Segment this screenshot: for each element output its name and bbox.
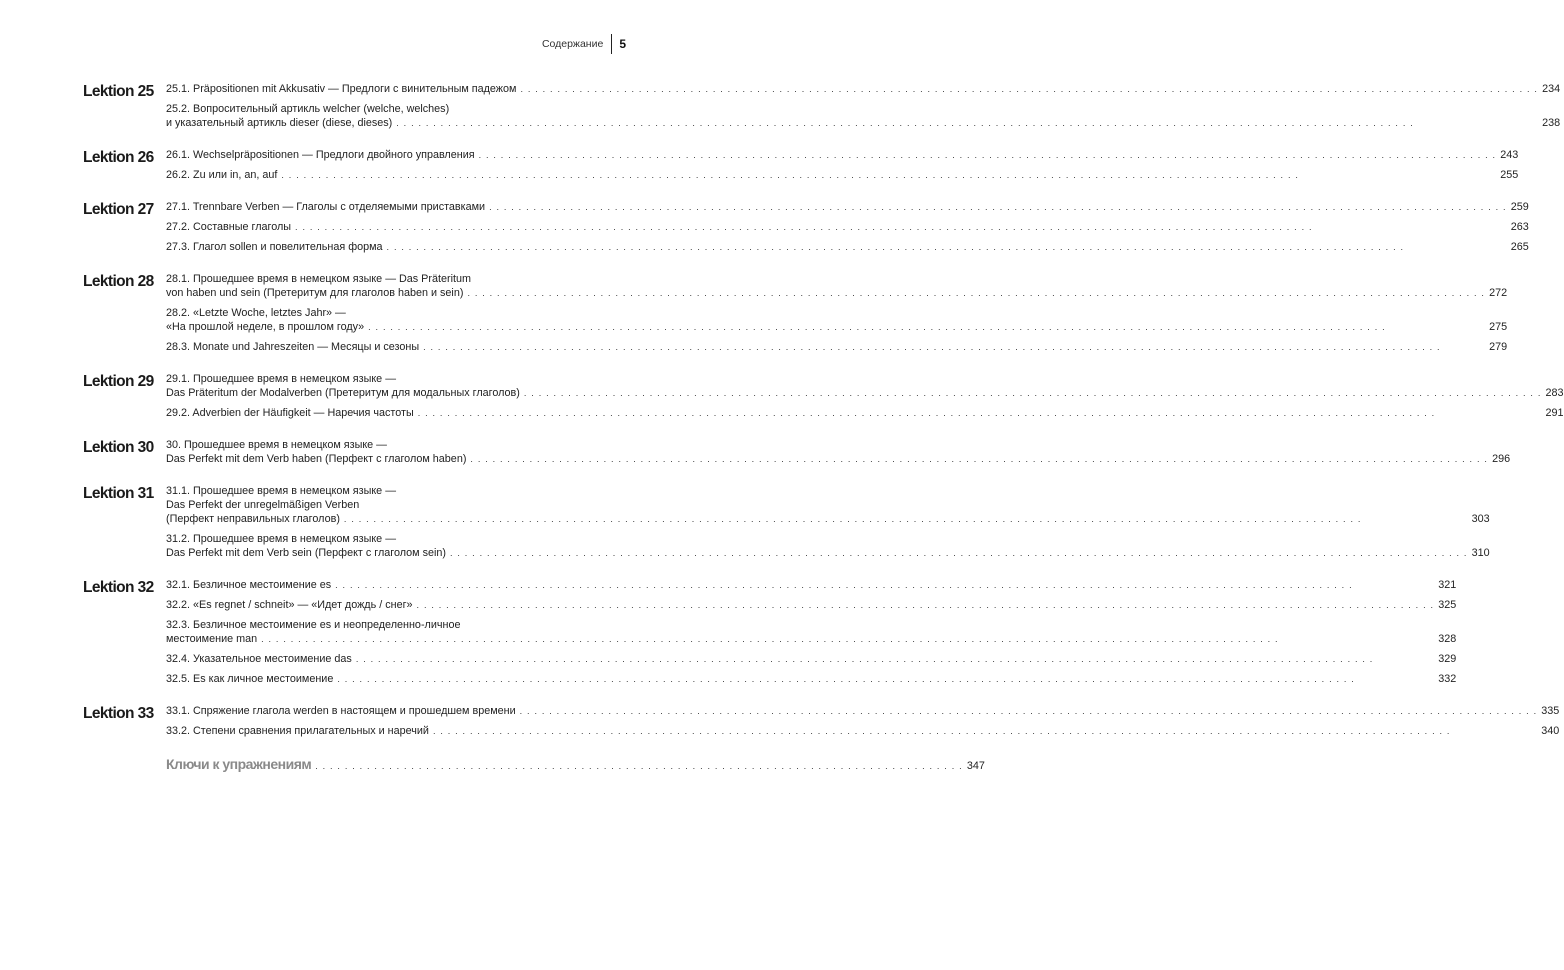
toc-entry-answer-keys[interactable] [166, 756, 985, 772]
toc-entry-title-line: 27.2. Составные глаголы [166, 221, 292, 233]
toc-entry-last-line [166, 672, 1456, 686]
toc-entry-page-number: 325 [1438, 599, 1457, 611]
toc-entry-title-line: 25.2. Вопросительный артикль welcher (welche, welches) [166, 103, 450, 115]
toc-entry-title-line: 25.1. Präpositionen mit Akkusativ — Предлоги с винительным падежом [166, 83, 517, 95]
running-section-title: Содержание [541, 38, 604, 50]
toc-entry-title-line: von haben und sein (Претеритум для глаголов haben и sein) [166, 287, 464, 299]
toc-entry[interactable] [166, 406, 1564, 420]
lesson-entries [166, 372, 1564, 426]
toc-entry[interactable] [166, 618, 1456, 646]
dot-leader [295, 220, 1507, 234]
lesson-label: Lektion 32 [83, 579, 154, 596]
lesson-label: Lektion 29 [83, 373, 154, 390]
toc-entry-page-number: 263 [1510, 221, 1529, 233]
dot-leader [418, 406, 1542, 420]
toc-entry-page-number: 283 [1545, 387, 1564, 399]
lesson-entries [166, 148, 1518, 188]
toc-entry-page-number: 291 [1545, 407, 1564, 419]
toc-entry-page-number: 275 [1489, 321, 1508, 333]
toc-entry-last-line [166, 82, 1560, 96]
toc-entry-page-number: 279 [1489, 341, 1508, 353]
dot-leader [396, 116, 1538, 130]
toc-entry-last-line [166, 386, 1564, 400]
toc-entry-last-line [166, 240, 1529, 254]
toc-entry-title-line: Das Perfekt mit dem Verb haben (Перфект с глаголом haben) [166, 453, 467, 465]
toc-entry-title-line: 29.2. Adverbien der Häufigkeit — Наречия частоты [166, 407, 414, 419]
toc-entry-page-number: 272 [1489, 287, 1508, 299]
toc-entry[interactable] [166, 200, 1529, 214]
dot-leader [344, 512, 1468, 526]
toc-entry-title-line: 31.1. Прошедшее время в немецком языке — [166, 485, 396, 497]
answer-keys-page: 347 [966, 760, 985, 772]
lesson-group [83, 578, 1457, 692]
dot-leader [524, 386, 1542, 400]
toc-entry-title-line: 33.1. Спряжение глагола werden в настоящем и прошедшем времени [166, 705, 516, 717]
toc-entry-page-number: 329 [1438, 653, 1457, 665]
toc-entry-title-line: 26.1. Wechselpräpositionen — Предлоги двойного управления [166, 149, 475, 161]
dot-leader [356, 652, 1434, 666]
toc-entry-title-line: (Перфект неправильных глаголов) [166, 513, 340, 525]
toc-entry-last-line [166, 200, 1529, 214]
table-of-contents [83, 82, 1564, 772]
toc-entry-title-line: 32.2. «Es regnet / schneit» — «Идет дождь / снег» [166, 599, 413, 611]
toc-entry-page-number: 296 [1492, 453, 1511, 465]
toc-entry-title-line: 28.3. Monate und Jahreszeiten — Месяцы и сезоны [166, 341, 420, 353]
lesson-label: Lektion 27 [83, 201, 154, 218]
lesson-entries [166, 438, 1510, 472]
toc-entry-last-line [166, 406, 1564, 420]
page-number: 5 [619, 37, 626, 51]
toc-entry-last-line [166, 340, 1507, 354]
dot-leader [261, 632, 1434, 646]
toc-entry[interactable] [166, 704, 1559, 718]
toc-entry[interactable] [166, 148, 1518, 162]
toc-entry-title-line: местоимение man [166, 633, 258, 645]
toc-entry-title-line: 32.4. Указательное местоимение das [166, 653, 352, 665]
dot-leader [315, 761, 963, 771]
toc-entry-last-line [166, 320, 1507, 334]
toc-entry[interactable] [166, 340, 1507, 354]
toc-entry[interactable] [166, 672, 1456, 686]
dot-leader [387, 240, 1507, 254]
toc-entry-last-line [166, 724, 1559, 738]
toc-entry-title-line: Das Perfekt der unregelmäßigen Verben [166, 499, 360, 511]
dot-leader [368, 320, 1485, 334]
toc-entry-last-line [166, 116, 1560, 130]
toc-entry-last-line [166, 148, 1518, 162]
toc-entry-title-line: 32.5. Es как личное местоимение [166, 673, 334, 685]
toc-entry-page-number: 238 [1542, 117, 1561, 129]
toc-entry-page-number: 234 [1542, 83, 1561, 95]
toc-entry-title-line: и указательный артикль dieser (diese, dieses) [166, 117, 393, 129]
toc-entry-title-line: 28.1. Прошедшее время в немецком языке — Das Präteritum [166, 273, 471, 285]
lesson-entries [166, 578, 1456, 692]
toc-entry[interactable] [166, 220, 1529, 234]
lesson-group [83, 272, 1508, 360]
dot-leader [281, 168, 1496, 182]
toc-entry[interactable] [166, 484, 1490, 526]
dot-leader [470, 452, 1488, 466]
dot-leader [520, 704, 1538, 718]
dot-leader [479, 148, 1497, 162]
lesson-label: Lektion 33 [83, 705, 154, 722]
toc-entry[interactable] [166, 306, 1507, 334]
lesson-group [83, 704, 1560, 744]
lesson-entries [166, 82, 1560, 136]
toc-entry-title-line: 27.3. Глагол sollen и повелительная форма [166, 241, 383, 253]
toc-entry-last-line [166, 632, 1456, 646]
toc-entry-title-line: 29.1. Прошедшее время в немецком языке — [166, 373, 396, 385]
dot-leader [335, 578, 1434, 592]
lesson-entries [166, 272, 1507, 360]
dot-leader [417, 598, 1435, 612]
toc-entry[interactable] [166, 240, 1529, 254]
toc-entry-page-number: 321 [1438, 579, 1457, 591]
lesson-label: Lektion 25 [83, 83, 154, 100]
lesson-group [83, 200, 1529, 260]
toc-entry[interactable] [166, 272, 1507, 300]
toc-entry-title-line: 32.1. Безличное местоимение es [166, 579, 332, 591]
lesson-entries [166, 704, 1559, 744]
toc-entry-title-line: Das Perfekt mit dem Verb sein (Перфект с глаголом sein) [166, 547, 446, 559]
lesson-label: Lektion 30 [83, 439, 154, 456]
toc-entry-page-number: 255 [1500, 169, 1519, 181]
lesson-group [83, 148, 1519, 188]
page-header [542, 35, 626, 53]
toc-entry-title-line: 31.2. Прошедшее время в немецком языке — [166, 533, 396, 545]
toc-entry-page-number: 335 [1541, 705, 1560, 717]
toc-entry-last-line [166, 168, 1518, 182]
lesson-entries [166, 200, 1529, 260]
toc-entry-page-number: 303 [1471, 513, 1490, 525]
toc-entry[interactable] [166, 438, 1510, 466]
toc-entry-last-line [166, 286, 1507, 300]
dot-leader [433, 724, 1537, 738]
toc-entry[interactable] [166, 102, 1560, 130]
toc-entry[interactable] [166, 578, 1456, 592]
toc-entry-title-line: 26.2. Zu или in, an, auf [166, 169, 278, 181]
toc-entry-title-line: Das Präteritum der Modalverben (Претеритум для модальных глаголов) [166, 387, 520, 399]
dot-leader [467, 286, 1485, 300]
toc-entry-page-number: 259 [1510, 201, 1529, 213]
lesson-entries [166, 484, 1490, 566]
lesson-label: Lektion 31 [83, 485, 154, 502]
lesson-group [83, 484, 1490, 566]
dot-leader [423, 340, 1485, 354]
toc-entry-page-number: 332 [1438, 673, 1457, 685]
toc-entry-last-line [166, 546, 1490, 560]
dot-leader [337, 672, 1434, 686]
toc-entry[interactable] [166, 372, 1564, 400]
lesson-label: Lektion 28 [83, 273, 154, 290]
toc-entry-last-line [166, 220, 1529, 234]
toc-entry-last-line [166, 452, 1510, 466]
lesson-group [83, 82, 1561, 136]
lesson-group [83, 438, 1511, 472]
toc-entry[interactable] [166, 652, 1456, 666]
toc-entry-last-line [166, 578, 1456, 592]
answer-keys-title: Ключи к упражнениям [166, 756, 312, 772]
toc-entry-last-line [166, 704, 1559, 718]
dot-leader [450, 546, 1468, 560]
lesson-group [83, 372, 1564, 426]
toc-entry-title-line: «На прошлой неделе, в прошлом году» [166, 321, 365, 333]
lesson-label: Lektion 26 [83, 149, 154, 166]
toc-entry-page-number: 340 [1541, 725, 1560, 737]
toc-entry-page-number: 243 [1500, 149, 1519, 161]
toc-entry-page-number: 310 [1471, 547, 1490, 559]
toc-entry[interactable] [166, 598, 1456, 612]
toc-entry[interactable] [166, 532, 1490, 560]
toc-entry-title-line: 27.1. Trennbare Verben — Глаголы с отделяемыми приставками [166, 201, 486, 213]
toc-entry-last-line [166, 598, 1456, 612]
toc-entry-title-line: 32.3. Безличное местоимение es и неопределенно-личное [166, 619, 461, 631]
toc-entry-title-line: 33.2. Степени сравнения прилагательных и наречий [166, 725, 429, 737]
toc-entry[interactable] [166, 724, 1559, 738]
toc-entry-title-line: 28.2. «Letzte Woche, letztes Jahr» — [166, 307, 346, 319]
toc-entry-page-number: 328 [1438, 633, 1457, 645]
toc-entry[interactable] [166, 82, 1560, 96]
toc-entry-title-line: 30. Прошедшее время в немецком языке — [166, 439, 387, 451]
lesson-list [83, 82, 1564, 744]
toc-entry-page-number: 265 [1510, 241, 1529, 253]
header-divider [611, 34, 612, 54]
dot-leader [489, 200, 1507, 214]
toc-entry-last-line [166, 652, 1456, 666]
toc-entry-last-line [166, 512, 1490, 526]
dot-leader [520, 82, 1538, 96]
toc-entry[interactable] [166, 168, 1518, 182]
